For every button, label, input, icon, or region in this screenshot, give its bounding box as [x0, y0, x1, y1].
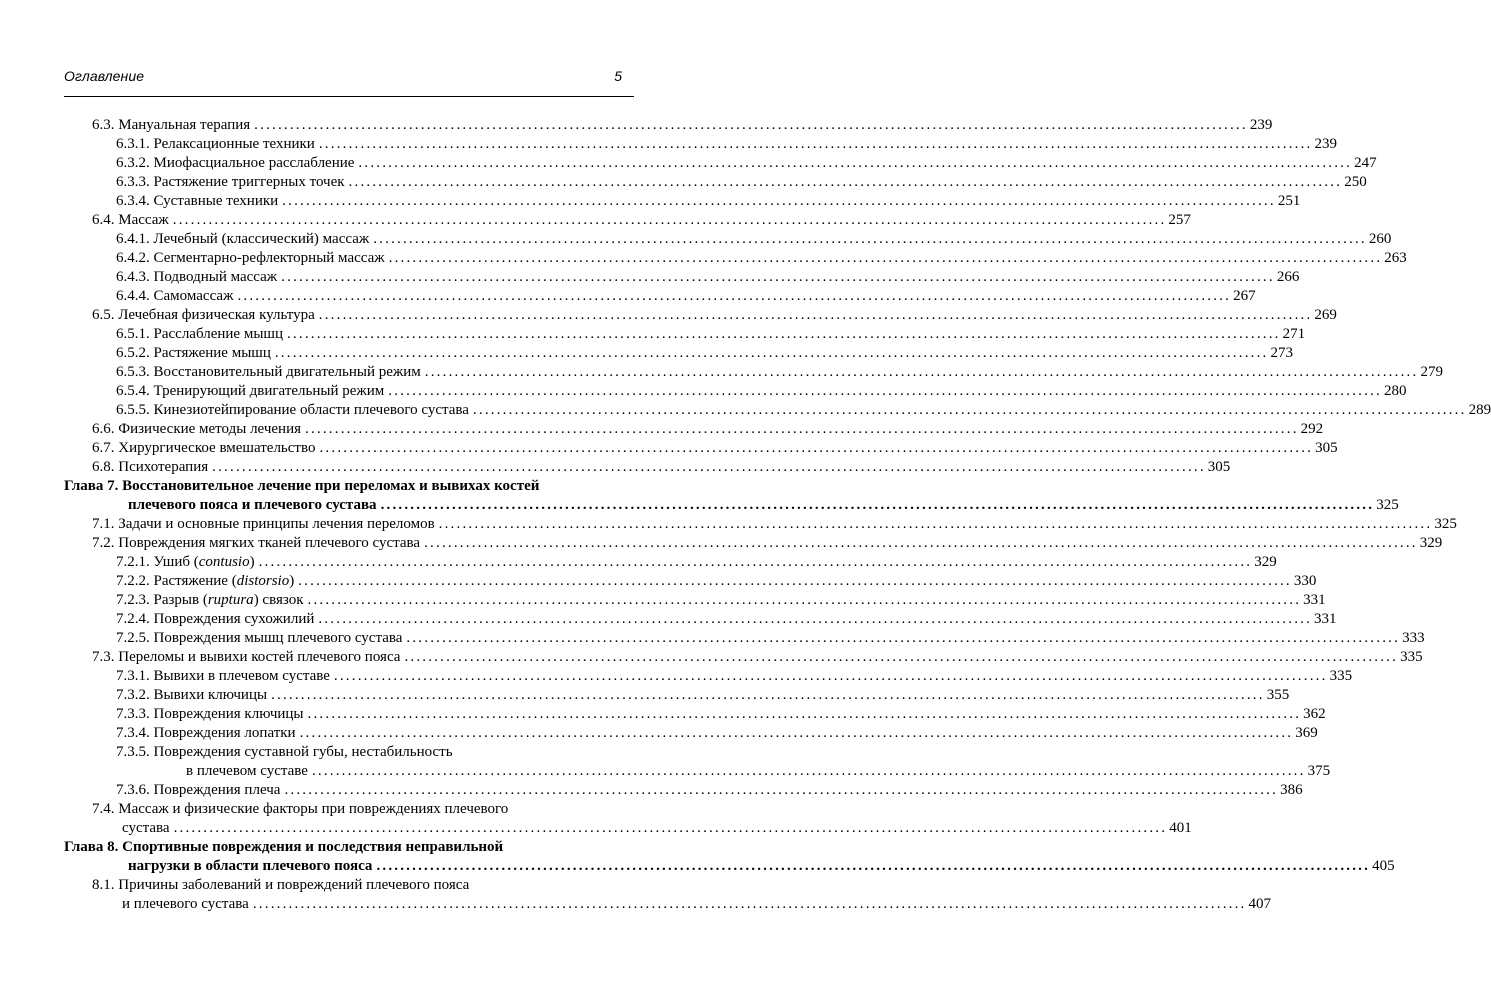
toc-leader-dots: ....................................................................................................................................................................... — [271, 687, 1265, 703]
toc-entry-page: 329 — [1254, 554, 1277, 570]
toc-entry-label: 7.2.3. Разрыв (ruptura) связок — [116, 592, 304, 608]
toc-entry-page: 257 — [1168, 212, 1191, 228]
toc-chapter-8-title[interactable] — [64, 837, 626, 857]
toc-entry-page: 355 — [1266, 687, 1290, 703]
toc-leader-dots: ....................................................................................................................................................................... — [333, 668, 1328, 684]
toc-entry-page: 266 — [1276, 269, 1300, 285]
toc-leader-dots: ....................................................................................................................................................................... — [212, 459, 1206, 475]
toc-entry-page: 279 — [1420, 364, 1443, 380]
toc-leader-dots: ....................................................................................................................................................................... — [318, 307, 1313, 323]
toc-entry-label: 7.3. Переломы и вывихи костей плечевого пояса — [92, 649, 401, 665]
toc-entry-label: 7.3.6. Повреждения плеча — [116, 782, 281, 798]
toc-entry-7-2[interactable] — [92, 533, 1443, 553]
toc-entry-7-3-4[interactable] — [116, 723, 1318, 743]
toc-leader-dots: ....................................................................................................................................................................... — [254, 117, 1248, 133]
toc-entry-6-5-1[interactable] — [116, 324, 1306, 344]
toc-entry-label: 6.5.1. Расслабление мышц — [116, 326, 283, 342]
toc-entry-label: 6.5.3. Восстановительный двигательный режим — [116, 364, 421, 380]
toc-entry-label: 6.3.2. Миофасциальное расслабление — [116, 155, 355, 171]
toc-entry-7-3-5[interactable] — [116, 742, 626, 762]
toc-leader-dots: ....................................................................................................................................................................... — [307, 706, 1302, 722]
toc-entry-page: 273 — [1270, 345, 1294, 361]
toc-entry-page: 362 — [1303, 706, 1326, 722]
toc-entry-6-7[interactable] — [92, 438, 1338, 458]
toc-entry-label: 6.5.5. Кинезиотейпирование области плечевого сустава — [116, 402, 469, 418]
toc-entry-6-4-4[interactable] — [116, 286, 1256, 306]
toc-entry-7-3-5-cont[interactable] — [186, 761, 1331, 781]
toc-entry-7-3-6[interactable] — [116, 780, 1303, 800]
toc-entry-6-4[interactable] — [92, 210, 1191, 230]
toc-leader-dots: ....................................................................................................................................................................... — [172, 212, 1167, 228]
toc-leader-dots: ....................................................................................................................................................................... — [388, 250, 1383, 266]
toc-entry-label: сустава — [122, 820, 170, 836]
toc-entry-label: 6.7. Хирургическое вмешательство — [92, 440, 316, 456]
toc-entry-page: 335 — [1400, 649, 1423, 665]
toc-leader-dots: ....................................................................................................................................................................... — [404, 649, 1399, 665]
toc-leader-dots: ....................................................................................................................................................................... — [318, 611, 1313, 627]
toc-entry-label: плечевого пояса и плечевого сустава — [128, 497, 377, 513]
toc-entry-label: 7.2.2. Растяжение (distorsio) — [116, 573, 295, 589]
toc-entry-6-5-5[interactable] — [116, 400, 1491, 420]
toc-entry-7-2-2[interactable] — [116, 571, 1317, 591]
toc-entry-7-2-1[interactable] — [116, 552, 1277, 572]
toc-entry-6-3-1[interactable] — [116, 134, 1337, 154]
toc-chapter-7-title[interactable] — [64, 476, 626, 496]
toc-entry-page: 329 — [1419, 535, 1443, 551]
toc-entry-6-4-2[interactable] — [116, 248, 1407, 268]
toc-entry-page: 369 — [1295, 725, 1318, 741]
toc-entry-page: 239 — [1314, 136, 1337, 152]
toc-leader-dots: ....................................................................................................................................................................... — [286, 326, 1281, 342]
toc-leader-dots: ....................................................................................................................................................................... — [284, 782, 1279, 798]
toc-entry-page: 269 — [1314, 307, 1337, 323]
toc-entry-page: 247 — [1354, 155, 1377, 171]
toc-entry-label: 8.1. Причины заболеваний и повреждений плечевого пояса — [92, 877, 470, 893]
toc-entry-label: 7.2. Повреждения мягких тканей плечевого сустава — [92, 535, 421, 551]
toc-leader-dots: ....................................................................................................................................................................... — [348, 174, 1343, 190]
toc-entry-page: 289 — [1468, 402, 1491, 418]
toc-leader-dots: ....................................................................................................................................................................... — [173, 820, 1168, 836]
toc-entry-8-1-cont[interactable] — [122, 894, 1271, 914]
toc-leader-dots: ....................................................................................................................................................................... — [380, 497, 1375, 513]
toc-entry-page: 305 — [1207, 459, 1231, 475]
toc-leader-dots: ....................................................................................................................................................................... — [299, 725, 1294, 741]
toc-leader-dots: ....................................................................................................................................................................... — [298, 573, 1292, 589]
toc-chapter-7-title-cont[interactable] — [128, 495, 1399, 515]
toc-entry-page: 331 — [1314, 611, 1337, 627]
toc-entry-page: 335 — [1329, 668, 1353, 684]
toc-entry-label: 7.3.4. Повреждения лопатки — [116, 725, 296, 741]
toc-entry-label: 6.5.4. Тренирующий двигательный режим — [116, 383, 385, 399]
toc-entry-label: 6.8. Психотерапия — [92, 459, 209, 475]
toc-entry-7-3-3[interactable] — [116, 704, 1326, 724]
toc-leader-dots: ....................................................................................................................................................................... — [424, 535, 1418, 551]
header-title: Оглавление — [64, 68, 145, 84]
toc-entry-6-3[interactable] — [92, 115, 1273, 135]
toc-entry-label: нагрузки в области плечевого пояса — [128, 858, 373, 874]
toc-entry-6-5-2[interactable] — [116, 343, 1294, 363]
toc-entry-page: 401 — [1169, 820, 1192, 836]
toc-entry-page: 251 — [1277, 193, 1301, 209]
toc-leader-dots: ....................................................................................................................................................................... — [258, 554, 1253, 570]
toc-entry-label: 6.4. Массаж — [92, 212, 169, 228]
toc-entry-6-3-3[interactable] — [116, 172, 1367, 192]
toc-leader-dots: ....................................................................................................................................................................... — [373, 231, 1367, 247]
toc-entry-page: 250 — [1344, 174, 1367, 190]
toc-entry-label: 7.3.2. Вывихи ключицы — [116, 687, 268, 703]
toc-entry-page: 330 — [1293, 573, 1317, 589]
toc-entry-label: 7.1. Задачи и основные принципы лечения переломов — [92, 516, 435, 532]
toc-leader-dots: ....................................................................................................................................................................... — [307, 592, 1302, 608]
toc-entry-7-1[interactable] — [92, 514, 1457, 534]
toc-entry-page: 305 — [1315, 440, 1338, 456]
toc-leader-dots: ....................................................................................................................................................................... — [305, 421, 1299, 437]
toc-entry-6-5[interactable] — [92, 305, 1337, 325]
toc-leader-dots: ....................................................................................................................................................................... — [319, 440, 1314, 456]
toc-entry-label: в плечевом суставе — [186, 763, 308, 779]
toc-entry-label: 7.2.1. Ушиб (contusio) — [116, 554, 255, 570]
toc-entry-page: 263 — [1384, 250, 1407, 266]
toc-entry-label: и плечевого сустава — [122, 896, 249, 912]
toc-entry-page: 271 — [1282, 326, 1306, 342]
toc-entry-label: 6.3. Мануальная терапия — [92, 117, 251, 133]
toc-leader-dots: ....................................................................................................................................................................... — [274, 345, 1269, 361]
toc-entry-page: 280 — [1383, 383, 1407, 399]
toc-entry-label: 6.3.1. Релаксационные техники — [116, 136, 315, 152]
toc-entry-page: 386 — [1280, 782, 1303, 798]
toc-leader-dots: ....................................................................................................................................................................... — [237, 288, 1232, 304]
toc-leader-dots: ....................................................................................................................................................................... — [311, 763, 1306, 779]
toc-leader-dots: ....................................................................................................................................................................... — [282, 193, 1276, 209]
toc-entry-6-5-3[interactable] — [116, 362, 1443, 382]
toc-entry-label: 6.6. Физические методы лечения — [92, 421, 301, 437]
toc-entry-page: 325 — [1434, 516, 1457, 532]
toc-entry-7-4-cont[interactable] — [122, 818, 1192, 838]
toc-leader-dots: ....................................................................................................................................................................... — [388, 383, 1382, 399]
toc-entry-page: 333 — [1402, 630, 1425, 646]
toc-entry-label: 6.3.3. Растяжение триггерных точек — [116, 174, 345, 190]
toc-entry-6-5-4[interactable] — [116, 381, 1407, 401]
toc-entry-page: 292 — [1300, 421, 1324, 437]
toc-entry-page: 405 — [1372, 858, 1395, 874]
toc-entry-6-6[interactable] — [92, 419, 1324, 439]
toc-entry-label: Глава 8. Спортивные повреждения и последствия неправильной — [64, 839, 504, 855]
toc-entry-8-1[interactable] — [92, 875, 626, 895]
toc-leader-dots: ....................................................................................................................................................................... — [406, 630, 1401, 646]
toc-entry-page: 325 — [1376, 497, 1399, 513]
toc-leader-dots: ....................................................................................................................................................................... — [424, 364, 1419, 380]
toc-leader-dots: ....................................................................................................................................................................... — [281, 269, 1275, 285]
toc-entry-7-2-3[interactable] — [116, 590, 1326, 610]
toc-entry-label: 7.3.1. Вывихи в плечевом суставе — [116, 668, 330, 684]
toc-entry-label: 6.4.1. Лечебный (классический) массаж — [116, 231, 370, 247]
toc-entry-label: Глава 7. Восстановительное лечение при переломах и вывихах костей — [64, 478, 540, 494]
toc-entry-label: 7.4. Массаж и физические факторы при повреждениях плечевого — [92, 801, 509, 817]
toc-entry-7-4[interactable] — [92, 799, 626, 819]
toc-leader-dots: ....................................................................................................................................................................... — [252, 896, 1247, 912]
toc-entry-7-3-2[interactable] — [116, 685, 1290, 705]
toc-entry-6-3-2[interactable] — [116, 153, 1377, 173]
toc-entry-7-2-4[interactable] — [116, 609, 1337, 629]
toc-entry-7-3[interactable] — [92, 647, 1423, 667]
toc-entry-label: 6.4.3. Подводный массаж — [116, 269, 278, 285]
toc-entry-label: 7.2.5. Повреждения мышц плечевого сустава — [116, 630, 403, 646]
toc-leader-dots: ....................................................................................................................................................................... — [358, 155, 1353, 171]
toc-entry-label: 7.3.5. Повреждения суставной губы, нестабильность — [116, 744, 453, 760]
toc-entry-label: 6.4.2. Сегментарно-рефлекторный массаж — [116, 250, 385, 266]
toc-entry-label: 6.3.4. Суставные техники — [116, 193, 279, 209]
toc-entry-page: 407 — [1248, 896, 1271, 912]
toc-entry-label: 6.4.4. Самомассаж — [116, 288, 234, 304]
toc-entry-6-4-3[interactable] — [116, 267, 1300, 287]
toc-entry-6-8[interactable] — [92, 457, 1231, 477]
toc-leader-dots: ....................................................................................................................................................................... — [318, 136, 1313, 152]
toc-entry-page: 260 — [1368, 231, 1392, 247]
toc-entry-7-2-5[interactable] — [116, 628, 1425, 648]
toc-entry-page: 375 — [1307, 763, 1331, 779]
toc-leader-dots: ....................................................................................................................................................................... — [376, 858, 1371, 874]
toc-entry-page: 267 — [1233, 288, 1256, 304]
toc-leader-dots: ....................................................................................................................................................................... — [438, 516, 1433, 532]
toc-entry-7-3-1[interactable] — [116, 666, 1353, 686]
toc-entry-label: 6.5.2. Растяжение мышц — [116, 345, 271, 361]
toc-leader-dots: ....................................................................................................................................................................... — [472, 402, 1467, 418]
header-page-number: 5 — [614, 68, 622, 84]
toc-entry-page: 331 — [1303, 592, 1326, 608]
toc-entry-label: 6.5. Лечебная физическая культура — [92, 307, 315, 323]
toc-entry-6-4-1[interactable] — [116, 229, 1392, 249]
toc-entry-label: 7.3.3. Повреждения ключицы — [116, 706, 304, 722]
toc-entry-label: 7.2.4. Повреждения сухожилий — [116, 611, 315, 627]
toc-chapter-8-title-cont[interactable] — [128, 856, 1395, 876]
toc-entry-6-3-4[interactable] — [116, 191, 1301, 211]
toc-entry-page: 239 — [1249, 117, 1273, 133]
